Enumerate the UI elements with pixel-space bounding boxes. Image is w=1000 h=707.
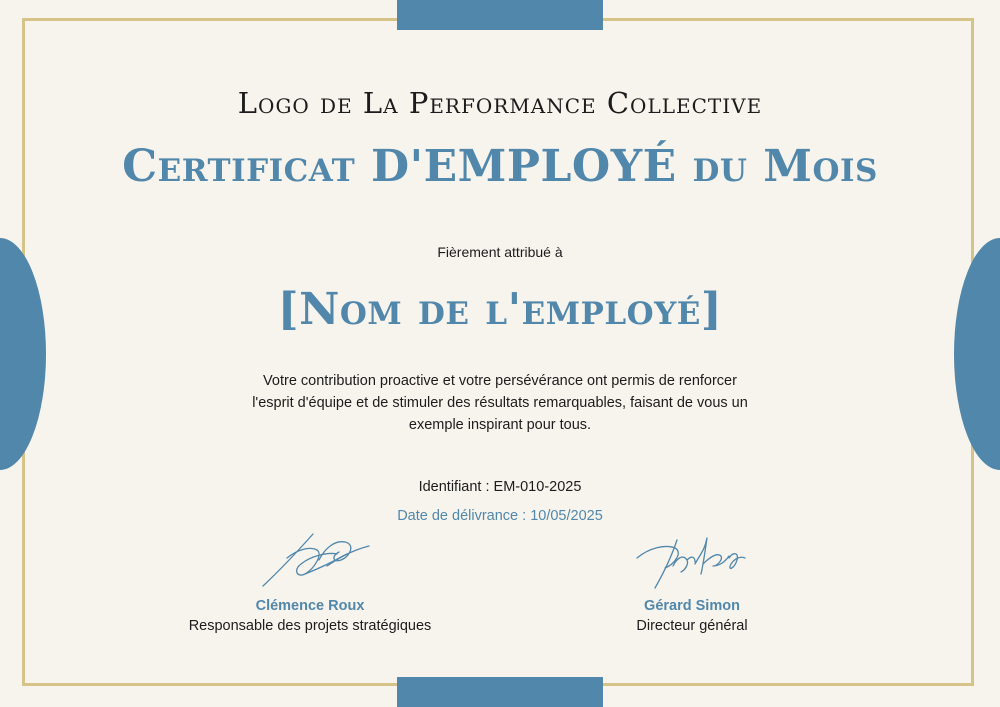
signature-block-left <box>160 530 460 636</box>
organization-logo-text: Logo de La Performance Collective <box>237 86 763 120</box>
employee-name: [Nom de l'employé] <box>277 284 723 335</box>
awarded-to-label: Fièrement attribué à <box>437 244 563 260</box>
issue-date: Date de délivrance : 10/05/2025 <box>397 508 603 524</box>
signer-name: Clémence Roux <box>255 598 365 614</box>
handwritten-signature-right <box>617 530 767 592</box>
signer-role: Responsable des projets stratégiques <box>188 618 432 634</box>
handwritten-signature-left <box>235 530 385 592</box>
top-decorative-tab <box>397 0 603 30</box>
certificate-message: Votre contribution proactive et votre persévérance ont permis de renforcer l'esprit d'équipe et de stimuler des résultats remarquables, faisant de vous un exemple inspirant pour tous. <box>252 373 748 433</box>
certificate-title: Certificat D'EMPLOYÉ du Mois <box>122 141 878 192</box>
signer-name: Gérard Simon <box>644 598 740 614</box>
bottom-decorative-tab <box>397 677 603 707</box>
signer-role: Directeur général <box>636 618 748 634</box>
signature-block-right <box>542 530 842 636</box>
certificate-identifier: Identifiant : EM-010-2025 <box>418 479 582 495</box>
